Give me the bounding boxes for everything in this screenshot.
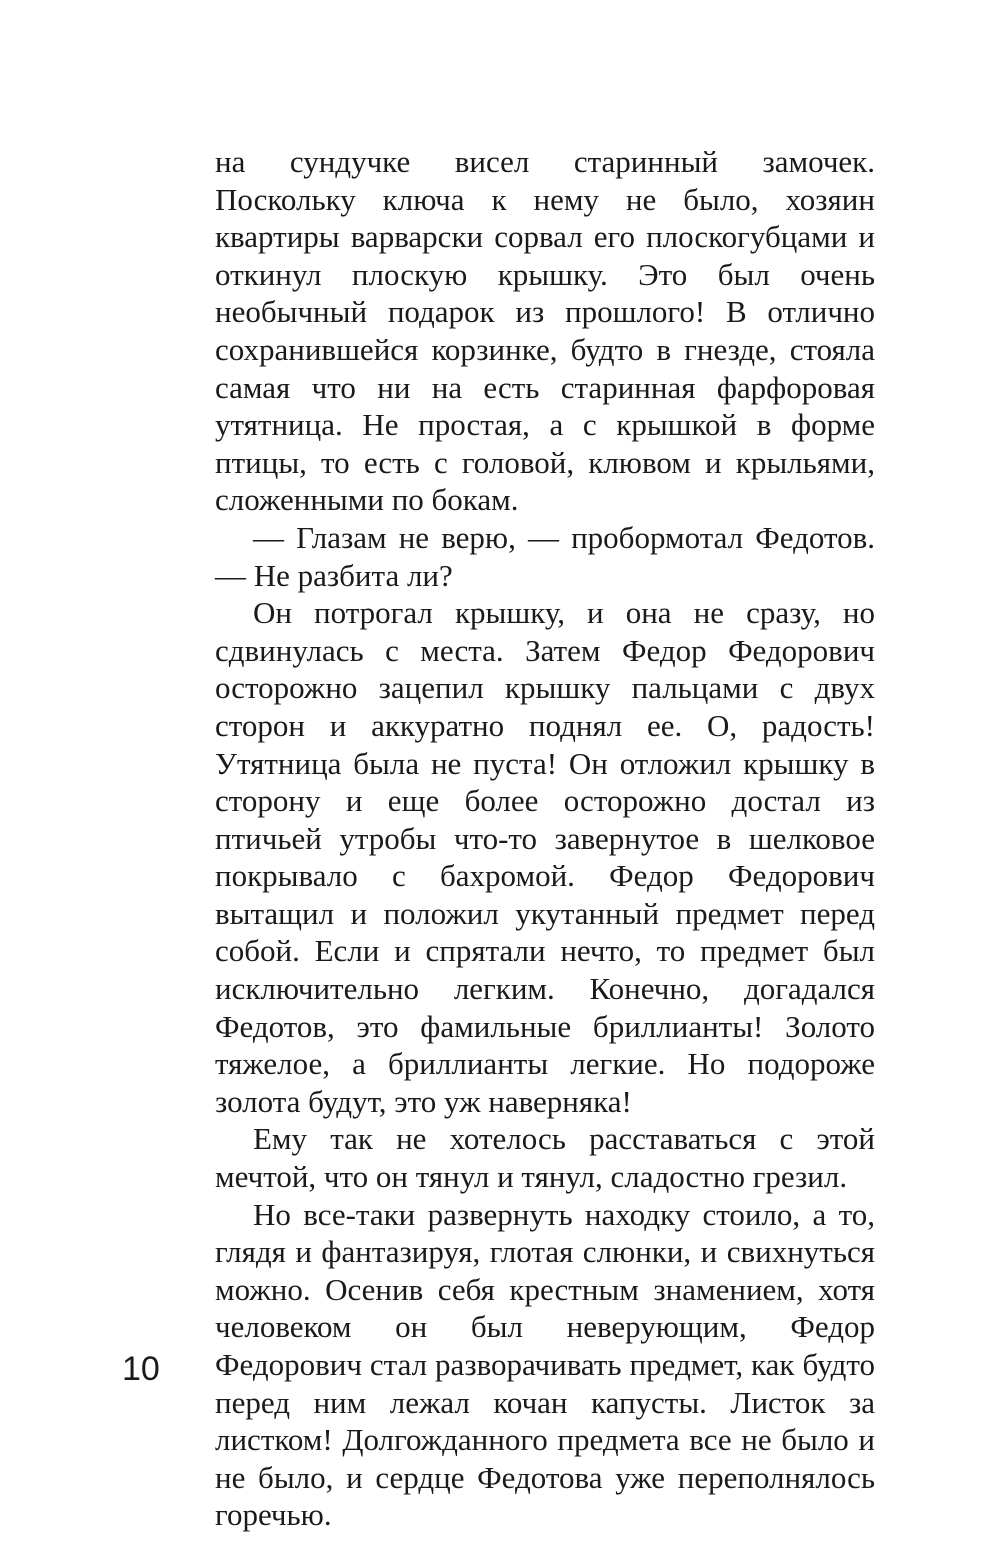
paragraph-4: Ему так не хотелось расставаться с этой мечтой, что он тянул и тянул, сладостно грезил. xyxy=(215,1121,875,1195)
page-body-text xyxy=(215,143,875,1534)
page-number: 10 xyxy=(122,1350,160,1388)
paragraph-3: Он потрогал крышку, и она не сразу, но сдвинулась с места. Затем Федор Федорович осторожно зацепил крышку пальцами с двух сторон и аккуратно поднял ее. О, радость! Утятница была не пуста! Он отложил крышку в сторону и еще более осторожно достал из птичьей утробы что-то завернутое в шелковое покрывало с бахромой. Федор Федорович вытащил и положил укутанный предмет перед собой. Если и спрятали нечто, то предмет был исключительно легким. Конечно, догадался Федотов, это фамильные бриллианты! Золото тяжелое, а бриллианты легкие. Но подороже золота будут, это уж наверняка! xyxy=(215,595,875,1119)
paragraph-5: Но все-таки развернуть находку стоило, а то, глядя и фантазируя, глотая слюнки, и свихнуться можно. Осенив себя крестным знамением, хотя человеком он был неверующим, Федор Федорович стал разворачивать предмет, как будто перед ним лежал кочан капусты. Листок за листком! Долгожданного предмета все не было и не было, и сердце Федотова уже переполнялось горечью. xyxy=(215,1196,875,1533)
paragraph-1: на сундучке висел старинный замочек. Поскольку ключа к нему не было, хозяин квартиры варварски сорвал его плоскогубцами и откинул плоскую крышку. Это был очень необычный подарок из прошлого! В отлично сохранившейся корзинке, будто в гнезде, стояла самая что ни на есть старинная фарфоровая утятница. Не простая, а с крышкой в форме птицы, то есть с головой, клювом и крыльями, сложенными по бокам. xyxy=(215,144,875,518)
paragraph-2: — Глазам не верю, — пробормотал Федотов. — Не разбита ли? xyxy=(215,519,875,593)
